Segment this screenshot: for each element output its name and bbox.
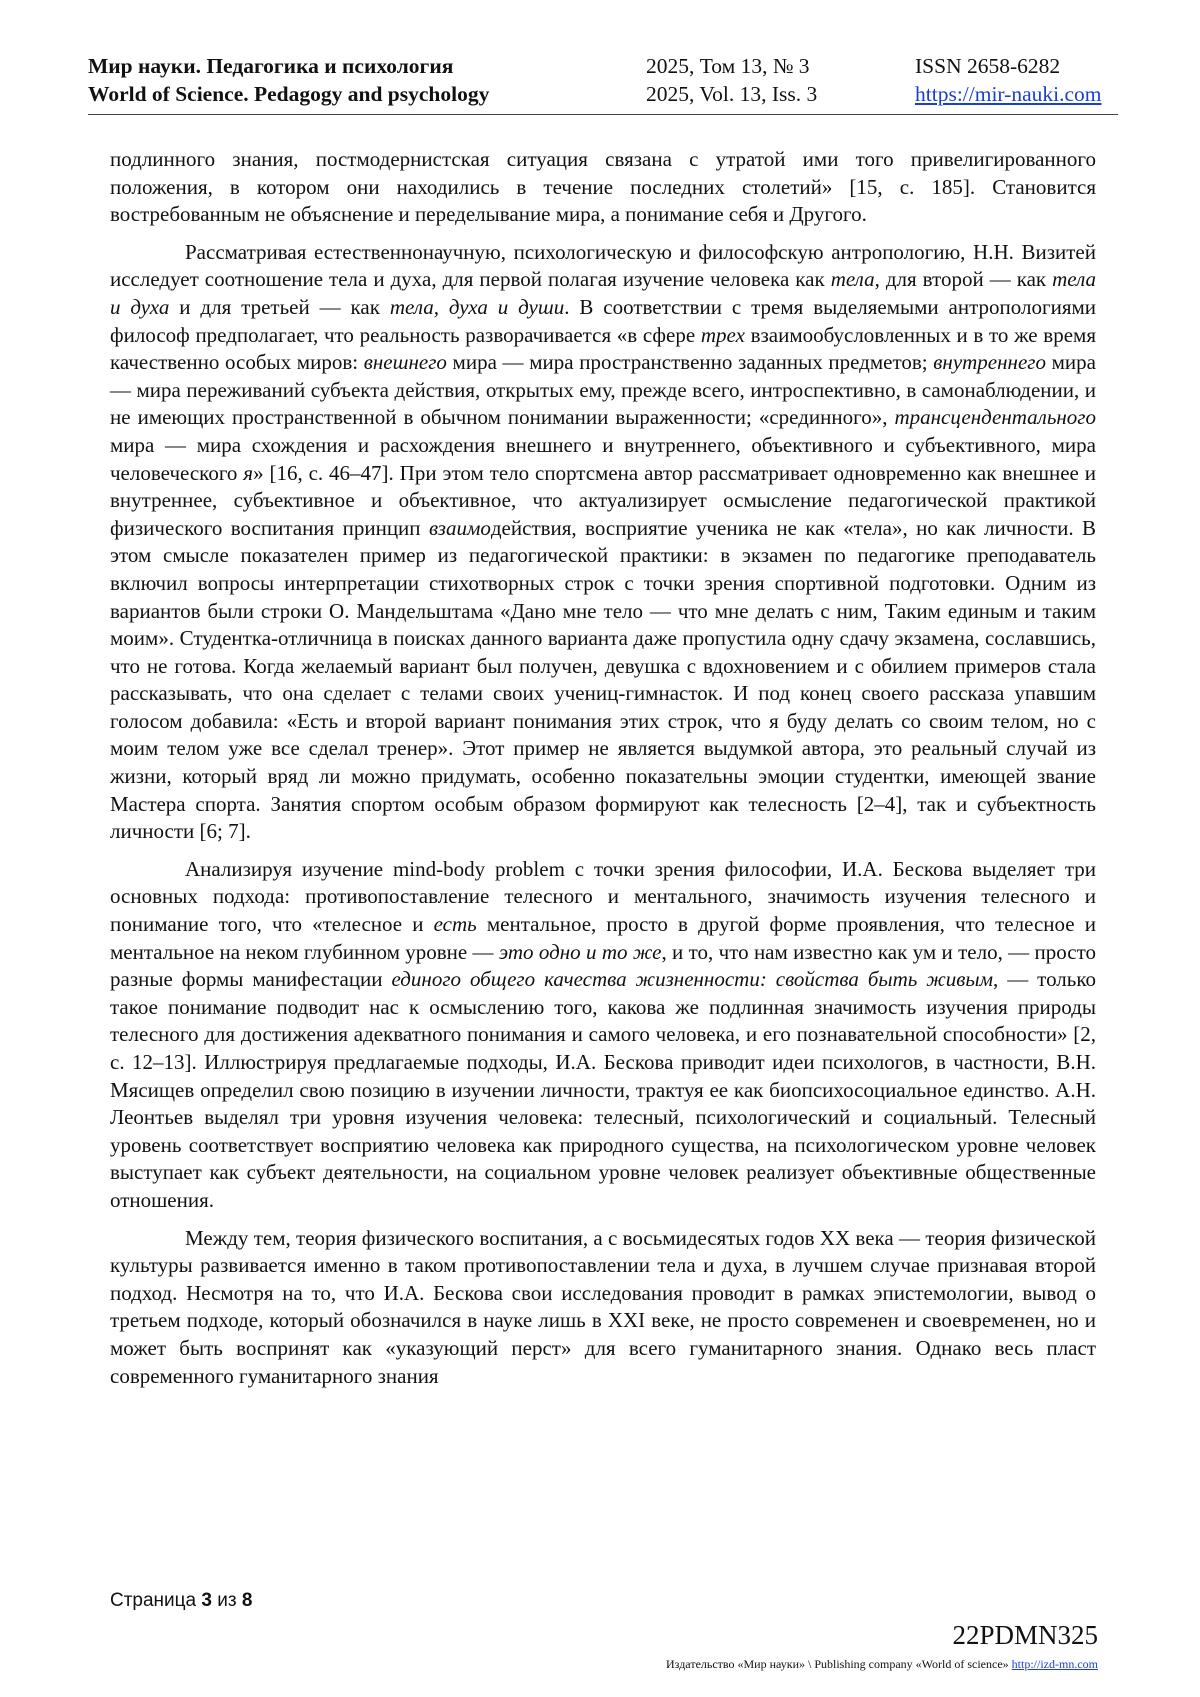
article-body xyxy=(110,146,1096,1400)
journal-title-en: World of Science. Pedagogy and psychology xyxy=(88,82,490,106)
publisher-name: Издательство «Мир науки» \ Publishing company «World of science» xyxy=(666,1657,1009,1671)
paragraph-1: подлинного знания, постмодернистская ситуация связана с утратой ими того привелигированного положения, в котором они находились в течение последних столетий» [15, с. 185]. Становится востребованным не объяснение и переделывание мира, а понимание себя и Другого. xyxy=(110,147,1096,227)
issue-ru: 2025, Том 13, № 3 xyxy=(646,54,810,78)
publisher-link[interactable]: http://izd-mn.com xyxy=(1011,1657,1098,1671)
issn: ISSN 2658-6282 xyxy=(915,54,1061,78)
page-header xyxy=(88,52,1118,115)
issue-info xyxy=(646,52,817,108)
publisher-line xyxy=(666,1657,1098,1672)
journal-ids xyxy=(915,52,1101,108)
paragraph-3: Анализируя изучение mind-body problem с точки зрения философии, И.А. Бескова выделяет три основных подхода: противопоставление телесного и ментального, значимость изучения телесного и понимание того, что «телесное и есть ментальное, просто в другой форме проявления, что телесное и ментальное на неком глубинном уровне — это одно и то же, и то, что нам известно как ум и тело, — просто разные формы манифестации единого общего качества жизненности: свойства быть живым, — только такое понимание подводит нас к осмыслению того, какова же подлинная значимость изучения природы телесного для достижения адекватного понимания и самого человека, и его познавательной способности» [2, с. 12–13]. Иллюстрируя предлагаемые подходы, И.А. Бескова приводит идеи психологов, в частности, В.Н. Мясищев определил свою позицию в изучении личности, трактуя ее как биопсихосоциальное единство. А.Н. Леонтьев выделял три уровня изучения человека: телесный, психологический и социальный. Телесный уровень соответствует восприятию человека как природного существа, на психологическом уровне человек выступает как субъект деятельности, на социальном уровне человек реализует объективные общественные отношения. xyxy=(110,856,1096,1212)
issue-en: 2025, Vol. 13, Iss. 3 xyxy=(646,82,818,106)
article-code: 22PDMN325 xyxy=(952,1620,1098,1650)
paragraph-4: Между тем, теория физического воспитания, а с восьмидесятых годов XX века — теория физической культуры развивается именно в таком противопоставлении тела и духа, в лучшем случае признавая второй подход. Несмотря на то, что И.А. Бескова свои исследования проводит в рамках эпистемологии, вывод о третьем подходе, который обозначился в науке лишь в XXI веке, не просто современен и своевременен, но и может быть воспринят как «указующий перст» для всего гуманитарного знания. Однако весь пласт современного гуманитарного знания xyxy=(110,1225,1096,1388)
journal-url-link[interactable]: https://mir-nauki.com xyxy=(915,82,1102,106)
page-number: Страница 3 из 8 xyxy=(110,1590,253,1611)
journal-title xyxy=(88,52,489,108)
paragraph-2: Рассматривая естественнонаучную, психологическую и философскую антропологию, Н.Н. Визитей исследует соотношение тела и духа, для первой полагая изучение человека как тела, для второй — как тела и духа и для третьей — как тела, духа и души. В соответствии с тремя выделяемыми антропологиями философ предполагает, что реальность разворачивается «в сфере трех взаимообусловленных и в то же время качественно особых миров: внешнего мира — мира пространственно заданных предметов; внутреннего мира — мира переживаний субъекта действия, открытых ему, прежде всего, интроспективно, в самонаблюдении, и не имеющих пространственной в обычном понимании выраженности; «срединного», трансцендентального мира — мира схождения и расхождения внешнего и внутреннего, объективного и субъективного, мира человеческого я» [16, с. 46–47]. При этом тело спортсмена автор рассматривает одновременно как внешнее и внутреннее, субъективное и объективное, что актуализирует осмысление педагогической практикой физического воспитания принцип взаимодействия, восприятие ученика не как «тела», но как личности. В этом смысле показателен пример из педагогической практики: в экзамен по педагогике преподаватель включил вопросы интерпретации стихотворных строк с точки зрения спортивной подготовки. Одним из вариантов были строки О. Мандельштама «Дано мне тело — что мне делать с ним, Таким единым и таким моим». Студентка-отличница в поисках данного варианта даже пропустила одну сдачу экзамена, сославшись, что не готова. Когда желаемый вариант был получен, девушка с вдохновением и с обилием примеров стала рассказывать, что она сделает с телами своих учениц-гимнасток. И под конец своего рассказа упавшим голосом добавила: «Есть и второй вариант понимания этих строк, что я буду делать со своим телом, но с моим телом уже все сделал тренер». Этот пример не является выдумкой автора, это реальный случай из жизни, который вряд ли можно придумать, особенно показательны эмоции студентки, имеющей звание Мастера спорта. Занятия спортом особым образом формируют как телесность [2–4], так и субъектность личности [6; 7]. xyxy=(110,239,1097,844)
journal-title-ru: Мир науки. Педагогика и психология xyxy=(88,54,454,78)
